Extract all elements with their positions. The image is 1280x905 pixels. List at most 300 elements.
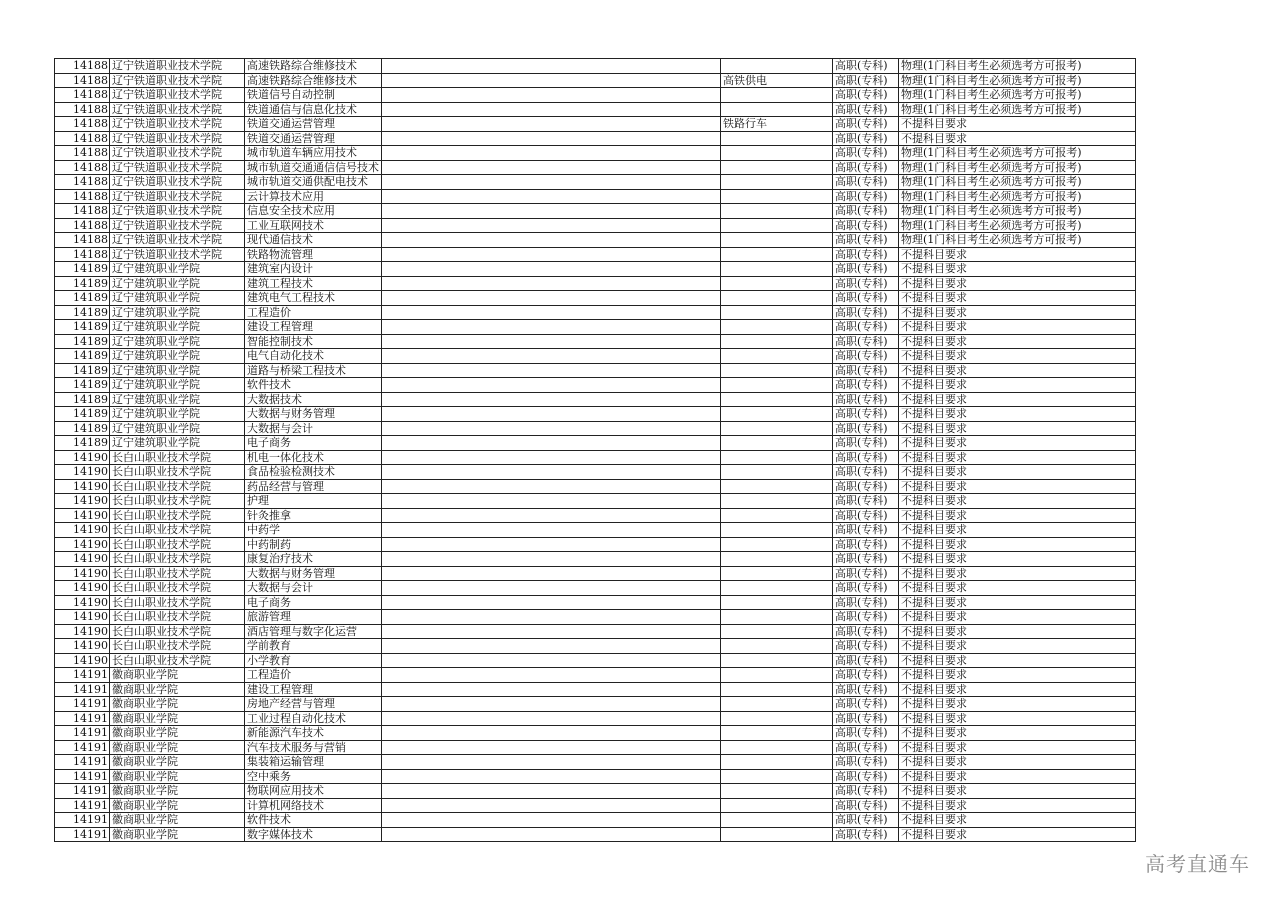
subject-requirement-cell: 不提科目要求 (899, 711, 1136, 726)
table-row (55, 755, 1136, 770)
major-name-cell: 城市轨道车辆应用技术 (245, 146, 382, 161)
education-level-cell: 高职(专科) (833, 479, 899, 494)
table-row (55, 117, 1136, 132)
school-name-cell: 辽宁铁道职业技术学院 (110, 218, 245, 233)
school-code-cell: 14190 (55, 624, 110, 639)
subject-requirement-cell: 不提科目要求 (899, 117, 1136, 132)
school-code-cell: 14190 (55, 494, 110, 509)
empty-cell (382, 421, 721, 436)
education-level-cell: 高职(专科) (833, 639, 899, 654)
major-direction-cell (721, 262, 833, 277)
table-row (55, 73, 1136, 88)
major-direction-cell (721, 682, 833, 697)
major-name-cell: 康复治疗技术 (245, 552, 382, 567)
major-name-cell: 铁道信号自动控制 (245, 88, 382, 103)
subject-requirement-cell: 不提科目要求 (899, 769, 1136, 784)
table-row (55, 711, 1136, 726)
education-level-cell: 高职(专科) (833, 276, 899, 291)
admission-table (54, 58, 1136, 842)
major-name-cell: 高速铁路综合维修技术 (245, 59, 382, 74)
major-direction-cell (721, 566, 833, 581)
table-row (55, 508, 1136, 523)
empty-cell (382, 146, 721, 161)
major-direction-cell (721, 276, 833, 291)
school-name-cell: 辽宁建筑职业学院 (110, 421, 245, 436)
school-name-cell: 辽宁建筑职业学院 (110, 276, 245, 291)
empty-cell (382, 291, 721, 306)
subject-requirement-cell: 不提科目要求 (899, 755, 1136, 770)
education-level-cell: 高职(专科) (833, 494, 899, 509)
major-name-cell: 针灸推拿 (245, 508, 382, 523)
major-direction-cell (721, 320, 833, 335)
major-direction-cell (721, 450, 833, 465)
school-code-cell: 14188 (55, 59, 110, 74)
subject-requirement-cell: 不提科目要求 (899, 813, 1136, 828)
major-direction-cell (721, 305, 833, 320)
school-name-cell: 辽宁铁道职业技术学院 (110, 88, 245, 103)
school-name-cell: 长白山职业技术学院 (110, 610, 245, 625)
subject-requirement-cell: 不提科目要求 (899, 668, 1136, 683)
table-row (55, 102, 1136, 117)
table-row (55, 537, 1136, 552)
major-name-cell: 护理 (245, 494, 382, 509)
subject-requirement-cell: 不提科目要求 (899, 784, 1136, 799)
school-code-cell: 14188 (55, 88, 110, 103)
table-row (55, 421, 1136, 436)
subject-requirement-cell: 物理(1门科目考生必须选考方可报考) (899, 73, 1136, 88)
education-level-cell: 高职(专科) (833, 697, 899, 712)
school-name-cell: 辽宁铁道职业技术学院 (110, 59, 245, 74)
table-row (55, 320, 1136, 335)
school-name-cell: 辽宁建筑职业学院 (110, 305, 245, 320)
school-code-cell: 14191 (55, 682, 110, 697)
empty-cell (382, 784, 721, 799)
table-row (55, 175, 1136, 190)
major-name-cell: 大数据与会计 (245, 581, 382, 596)
school-code-cell: 14189 (55, 407, 110, 422)
empty-cell (382, 305, 721, 320)
major-name-cell: 高速铁路综合维修技术 (245, 73, 382, 88)
school-name-cell: 辽宁铁道职业技术学院 (110, 160, 245, 175)
school-name-cell: 长白山职业技术学院 (110, 494, 245, 509)
major-direction-cell (721, 639, 833, 654)
education-level-cell: 高职(专科) (833, 160, 899, 175)
table-row (55, 653, 1136, 668)
school-code-cell: 14191 (55, 784, 110, 799)
school-name-cell: 辽宁铁道职业技术学院 (110, 233, 245, 248)
major-direction-cell (721, 378, 833, 393)
school-name-cell: 徽商职业学院 (110, 798, 245, 813)
school-name-cell: 徽商职业学院 (110, 697, 245, 712)
school-code-cell: 14190 (55, 537, 110, 552)
subject-requirement-cell: 不提科目要求 (899, 653, 1136, 668)
education-level-cell: 高职(专科) (833, 146, 899, 161)
subject-requirement-cell: 不提科目要求 (899, 581, 1136, 596)
table-row (55, 218, 1136, 233)
major-name-cell: 中药制药 (245, 537, 382, 552)
school-code-cell: 14190 (55, 479, 110, 494)
major-direction-cell (721, 769, 833, 784)
empty-cell (382, 755, 721, 770)
subject-requirement-cell: 不提科目要求 (899, 494, 1136, 509)
school-code-cell: 14190 (55, 595, 110, 610)
school-name-cell: 辽宁建筑职业学院 (110, 320, 245, 335)
table-row (55, 262, 1136, 277)
subject-requirement-cell: 不提科目要求 (899, 508, 1136, 523)
table-row (55, 784, 1136, 799)
school-name-cell: 长白山职业技术学院 (110, 523, 245, 538)
major-direction-cell (721, 349, 833, 364)
school-code-cell: 14190 (55, 450, 110, 465)
education-level-cell: 高职(专科) (833, 711, 899, 726)
school-code-cell: 14189 (55, 334, 110, 349)
empty-cell (382, 595, 721, 610)
empty-cell (382, 827, 721, 842)
major-direction-cell (721, 697, 833, 712)
school-code-cell: 14188 (55, 189, 110, 204)
major-name-cell: 云计算技术应用 (245, 189, 382, 204)
table-row (55, 392, 1136, 407)
school-name-cell: 辽宁建筑职业学院 (110, 378, 245, 393)
table-row (55, 233, 1136, 248)
empty-cell (382, 798, 721, 813)
major-name-cell: 旅游管理 (245, 610, 382, 625)
table-row (55, 668, 1136, 683)
table-row (55, 349, 1136, 364)
major-name-cell: 城市轨道交通通信信号技术 (245, 160, 382, 175)
school-name-cell: 辽宁建筑职业学院 (110, 291, 245, 306)
subject-requirement-cell: 不提科目要求 (899, 262, 1136, 277)
education-level-cell: 高职(专科) (833, 450, 899, 465)
school-name-cell: 徽商职业学院 (110, 827, 245, 842)
school-name-cell: 辽宁铁道职业技术学院 (110, 247, 245, 262)
school-name-cell: 徽商职业学院 (110, 711, 245, 726)
subject-requirement-cell: 不提科目要求 (899, 291, 1136, 306)
school-code-cell: 14188 (55, 117, 110, 132)
major-name-cell: 电气自动化技术 (245, 349, 382, 364)
major-direction-cell (721, 160, 833, 175)
school-name-cell: 长白山职业技术学院 (110, 552, 245, 567)
table-row (55, 682, 1136, 697)
major-direction-cell (721, 755, 833, 770)
school-name-cell: 徽商职业学院 (110, 784, 245, 799)
school-code-cell: 14189 (55, 436, 110, 451)
table-row (55, 146, 1136, 161)
empty-cell (382, 581, 721, 596)
subject-requirement-cell: 物理(1门科目考生必须选考方可报考) (899, 204, 1136, 219)
education-level-cell: 高职(专科) (833, 610, 899, 625)
empty-cell (382, 117, 721, 132)
table-row (55, 88, 1136, 103)
school-code-cell: 14190 (55, 508, 110, 523)
subject-requirement-cell: 不提科目要求 (899, 450, 1136, 465)
empty-cell (382, 740, 721, 755)
major-direction-cell (721, 479, 833, 494)
education-level-cell: 高职(专科) (833, 624, 899, 639)
school-code-cell: 14190 (55, 653, 110, 668)
school-name-cell: 辽宁建筑职业学院 (110, 334, 245, 349)
table-row (55, 189, 1136, 204)
major-name-cell: 新能源汽车技术 (245, 726, 382, 741)
school-name-cell: 辽宁铁道职业技术学院 (110, 117, 245, 132)
school-code-cell: 14190 (55, 581, 110, 596)
major-direction-cell (721, 407, 833, 422)
table-row (55, 697, 1136, 712)
table-row (55, 595, 1136, 610)
major-direction-cell (721, 624, 833, 639)
school-code-cell: 14189 (55, 392, 110, 407)
school-code-cell: 14188 (55, 102, 110, 117)
major-name-cell: 药品经营与管理 (245, 479, 382, 494)
subject-requirement-cell: 不提科目要求 (899, 305, 1136, 320)
school-name-cell: 长白山职业技术学院 (110, 653, 245, 668)
school-name-cell: 长白山职业技术学院 (110, 581, 245, 596)
school-code-cell: 14189 (55, 363, 110, 378)
major-direction-cell (721, 218, 833, 233)
school-code-cell: 14190 (55, 610, 110, 625)
major-direction-cell (721, 523, 833, 538)
school-code-cell: 14191 (55, 740, 110, 755)
major-direction-cell (721, 610, 833, 625)
subject-requirement-cell: 不提科目要求 (899, 610, 1136, 625)
major-direction-cell (721, 421, 833, 436)
education-level-cell: 高职(专科) (833, 73, 899, 88)
school-code-cell: 14189 (55, 262, 110, 277)
subject-requirement-cell: 物理(1门科目考生必须选考方可报考) (899, 218, 1136, 233)
table-row (55, 204, 1136, 219)
major-name-cell: 中药学 (245, 523, 382, 538)
empty-cell (382, 160, 721, 175)
major-name-cell: 食品检验检测技术 (245, 465, 382, 480)
major-name-cell: 信息安全技术应用 (245, 204, 382, 219)
empty-cell (382, 523, 721, 538)
empty-cell (382, 218, 721, 233)
major-direction-cell (721, 653, 833, 668)
empty-cell (382, 769, 721, 784)
major-direction-cell (721, 175, 833, 190)
empty-cell (382, 711, 721, 726)
school-code-cell: 14191 (55, 755, 110, 770)
subject-requirement-cell: 物理(1门科目考生必须选考方可报考) (899, 102, 1136, 117)
subject-requirement-cell: 不提科目要求 (899, 349, 1136, 364)
school-code-cell: 14190 (55, 523, 110, 538)
major-direction-cell (721, 189, 833, 204)
empty-cell (382, 88, 721, 103)
subject-requirement-cell: 物理(1门科目考生必须选考方可报考) (899, 160, 1136, 175)
empty-cell (382, 668, 721, 683)
major-name-cell: 房地产经营与管理 (245, 697, 382, 712)
subject-requirement-cell: 不提科目要求 (899, 334, 1136, 349)
major-name-cell: 电子商务 (245, 595, 382, 610)
empty-cell (382, 610, 721, 625)
major-name-cell: 建筑电气工程技术 (245, 291, 382, 306)
empty-cell (382, 320, 721, 335)
major-name-cell: 大数据与财务管理 (245, 407, 382, 422)
school-code-cell: 14191 (55, 813, 110, 828)
major-name-cell: 计算机网络技术 (245, 798, 382, 813)
major-name-cell: 建设工程管理 (245, 320, 382, 335)
education-level-cell: 高职(专科) (833, 421, 899, 436)
subject-requirement-cell: 不提科目要求 (899, 697, 1136, 712)
education-level-cell: 高职(专科) (833, 537, 899, 552)
table-row (55, 378, 1136, 393)
empty-cell (382, 175, 721, 190)
education-level-cell: 高职(专科) (833, 117, 899, 132)
school-name-cell: 辽宁铁道职业技术学院 (110, 131, 245, 146)
major-direction-cell (721, 233, 833, 248)
major-name-cell: 数字媒体技术 (245, 827, 382, 842)
subject-requirement-cell: 物理(1门科目考生必须选考方可报考) (899, 88, 1136, 103)
major-direction-cell (721, 537, 833, 552)
subject-requirement-cell: 不提科目要求 (899, 537, 1136, 552)
subject-requirement-cell: 不提科目要求 (899, 740, 1136, 755)
table-row (55, 552, 1136, 567)
subject-requirement-cell: 不提科目要求 (899, 363, 1136, 378)
education-level-cell: 高职(专科) (833, 131, 899, 146)
major-name-cell: 工业互联网技术 (245, 218, 382, 233)
school-name-cell: 徽商职业学院 (110, 682, 245, 697)
empty-cell (382, 189, 721, 204)
education-level-cell: 高职(专科) (833, 262, 899, 277)
subject-requirement-cell: 物理(1门科目考生必须选考方可报考) (899, 59, 1136, 74)
school-code-cell: 14188 (55, 160, 110, 175)
major-direction-cell (721, 595, 833, 610)
school-code-cell: 14189 (55, 276, 110, 291)
school-code-cell: 14188 (55, 218, 110, 233)
education-level-cell: 高职(专科) (833, 349, 899, 364)
table-row (55, 639, 1136, 654)
empty-cell (382, 479, 721, 494)
education-level-cell: 高职(专科) (833, 682, 899, 697)
empty-cell (382, 363, 721, 378)
education-level-cell: 高职(专科) (833, 305, 899, 320)
major-name-cell: 大数据与财务管理 (245, 566, 382, 581)
table-row (55, 450, 1136, 465)
empty-cell (382, 697, 721, 712)
empty-cell (382, 276, 721, 291)
empty-cell (382, 102, 721, 117)
school-name-cell: 辽宁建筑职业学院 (110, 363, 245, 378)
table-row (55, 581, 1136, 596)
major-name-cell: 物联网应用技术 (245, 784, 382, 799)
subject-requirement-cell: 不提科目要求 (899, 436, 1136, 451)
school-name-cell: 徽商职业学院 (110, 668, 245, 683)
school-name-cell: 辽宁铁道职业技术学院 (110, 102, 245, 117)
school-name-cell: 辽宁建筑职业学院 (110, 262, 245, 277)
school-name-cell: 辽宁建筑职业学院 (110, 349, 245, 364)
subject-requirement-cell: 不提科目要求 (899, 523, 1136, 538)
education-level-cell: 高职(专科) (833, 392, 899, 407)
school-code-cell: 14188 (55, 247, 110, 262)
school-name-cell: 徽商职业学院 (110, 726, 245, 741)
table-row (55, 523, 1136, 538)
school-name-cell: 长白山职业技术学院 (110, 465, 245, 480)
empty-cell (382, 262, 721, 277)
subject-requirement-cell: 不提科目要求 (899, 320, 1136, 335)
education-level-cell: 高职(专科) (833, 218, 899, 233)
education-level-cell: 高职(专科) (833, 726, 899, 741)
major-name-cell: 软件技术 (245, 813, 382, 828)
major-name-cell: 空中乘务 (245, 769, 382, 784)
empty-cell (382, 653, 721, 668)
education-level-cell: 高职(专科) (833, 102, 899, 117)
school-name-cell: 长白山职业技术学院 (110, 537, 245, 552)
subject-requirement-cell: 不提科目要求 (899, 276, 1136, 291)
empty-cell (382, 334, 721, 349)
education-level-cell: 高职(专科) (833, 668, 899, 683)
school-code-cell: 14190 (55, 639, 110, 654)
major-direction-cell (721, 784, 833, 799)
school-code-cell: 14191 (55, 668, 110, 683)
school-code-cell: 14190 (55, 566, 110, 581)
empty-cell (382, 566, 721, 581)
education-level-cell: 高职(专科) (833, 769, 899, 784)
subject-requirement-cell: 物理(1门科目考生必须选考方可报考) (899, 233, 1136, 248)
education-level-cell: 高职(专科) (833, 581, 899, 596)
education-level-cell: 高职(专科) (833, 798, 899, 813)
school-code-cell: 14189 (55, 349, 110, 364)
major-direction-cell (721, 813, 833, 828)
major-direction-cell (721, 668, 833, 683)
school-code-cell: 14188 (55, 204, 110, 219)
education-level-cell: 高职(专科) (833, 523, 899, 538)
major-name-cell: 集装箱运输管理 (245, 755, 382, 770)
major-direction-cell (721, 291, 833, 306)
school-code-cell: 14191 (55, 711, 110, 726)
education-level-cell: 高职(专科) (833, 566, 899, 581)
school-code-cell: 14191 (55, 827, 110, 842)
school-name-cell: 辽宁铁道职业技术学院 (110, 175, 245, 190)
education-level-cell: 高职(专科) (833, 363, 899, 378)
school-code-cell: 14191 (55, 769, 110, 784)
major-direction-cell (721, 798, 833, 813)
subject-requirement-cell: 不提科目要求 (899, 595, 1136, 610)
table-row (55, 247, 1136, 262)
major-direction-cell (721, 711, 833, 726)
school-code-cell: 14188 (55, 146, 110, 161)
school-name-cell: 长白山职业技术学院 (110, 450, 245, 465)
subject-requirement-cell: 不提科目要求 (899, 378, 1136, 393)
empty-cell (382, 813, 721, 828)
school-code-cell: 14189 (55, 378, 110, 393)
major-direction-cell (721, 827, 833, 842)
major-direction-cell: 铁路行车 (721, 117, 833, 132)
empty-cell (382, 436, 721, 451)
subject-requirement-cell: 不提科目要求 (899, 465, 1136, 480)
major-name-cell: 建筑工程技术 (245, 276, 382, 291)
school-name-cell: 徽商职业学院 (110, 813, 245, 828)
subject-requirement-cell: 不提科目要求 (899, 682, 1136, 697)
subject-requirement-cell: 不提科目要求 (899, 726, 1136, 741)
major-name-cell: 城市轨道交通供配电技术 (245, 175, 382, 190)
school-code-cell: 14188 (55, 175, 110, 190)
table-row (55, 436, 1136, 451)
subject-requirement-cell: 不提科目要求 (899, 552, 1136, 567)
major-name-cell: 智能控制技术 (245, 334, 382, 349)
school-code-cell: 14188 (55, 131, 110, 146)
major-name-cell: 机电一体化技术 (245, 450, 382, 465)
empty-cell (382, 624, 721, 639)
school-name-cell: 辽宁铁道职业技术学院 (110, 73, 245, 88)
education-level-cell: 高职(专科) (833, 247, 899, 262)
empty-cell (382, 73, 721, 88)
school-code-cell: 14190 (55, 465, 110, 480)
empty-cell (382, 349, 721, 364)
empty-cell (382, 537, 721, 552)
education-level-cell: 高职(专科) (833, 740, 899, 755)
school-code-cell: 14190 (55, 552, 110, 567)
major-name-cell: 道路与桥梁工程技术 (245, 363, 382, 378)
